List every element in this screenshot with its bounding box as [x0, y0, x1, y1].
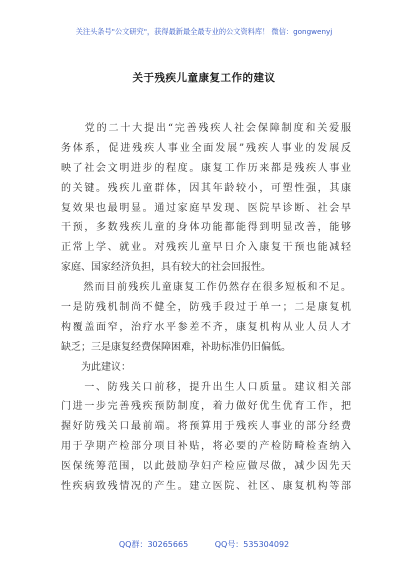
- document-body: [61, 119, 351, 497]
- body-line: 门进一步完善残疾预防制度，着力做好优生优育工作，把: [61, 401, 351, 413]
- body-line: 党的二十大提出“完善残疾人社会保障制度和关爱服: [61, 123, 351, 134]
- body-line: 一是防残机制尚不健全，防残手段过于单一；二是康复机: [61, 302, 351, 314]
- body-line: 然而目前残疾儿童康复工作仍然存在很多短板和不足。: [61, 282, 351, 294]
- footer-qq-group: QQ群：30265665: [118, 540, 189, 549]
- body-line: 复效果也最明显。通过家庭早发现、医院早诊断、社会早: [61, 202, 351, 214]
- body-line: 构覆盖面窄，治疗水平参差不齐，康复机构从业人员人才: [61, 321, 351, 333]
- body-line: 用于孕期产检部分项目补贴，将必要的产检防畸检查纳入: [61, 441, 351, 453]
- header-note: 关注头条号"公文研究"，获得最新最全最专业的公文资料库！ 微信：gongwenyj: [75, 27, 333, 36]
- footer-qq: QQ号：535304092: [214, 540, 290, 549]
- body-line: 握好防残关口最前端。将预算用于残疾人事业的部分经费: [61, 421, 351, 433]
- body-line: 医保统筹范围，以此鼓励孕妇产检应做尽做，减少因先天: [61, 461, 351, 473]
- body-line: 性疾病致残情况的产生。建立医院、社区、康复机构等部: [61, 481, 351, 493]
- body-line: 干预，多数残疾儿童的身体功能都能得到明显改善，能够: [61, 222, 351, 234]
- body-line: 缺乏；三是康复经费保障困难，补助标准仍旧偏低。: [61, 341, 291, 353]
- body-line: 正常上学、就业。对残疾儿童早日介入康复干预也能减轻: [61, 242, 351, 254]
- body-line: 家庭、国家经济负担，具有较大的社会回报性。: [61, 262, 271, 274]
- body-line: 为此建议：: [61, 361, 131, 373]
- body-line: 务体系，促进残疾人事业全面发展”残疾人事业的发展反: [61, 142, 351, 154]
- footer: [0, 539, 408, 550]
- body-line: 一、防残关口前移，提升出生人口质量。建议相关部: [61, 381, 351, 393]
- document-title: 关于残疾儿童康复工作的建议: [132, 72, 276, 84]
- body-line: 的关键。残疾儿童群体，因其年龄较小，可塑性强，其康: [61, 182, 351, 194]
- body-line: 映了社会文明进步的程度。康复工作历来都是残疾人事业: [61, 162, 351, 174]
